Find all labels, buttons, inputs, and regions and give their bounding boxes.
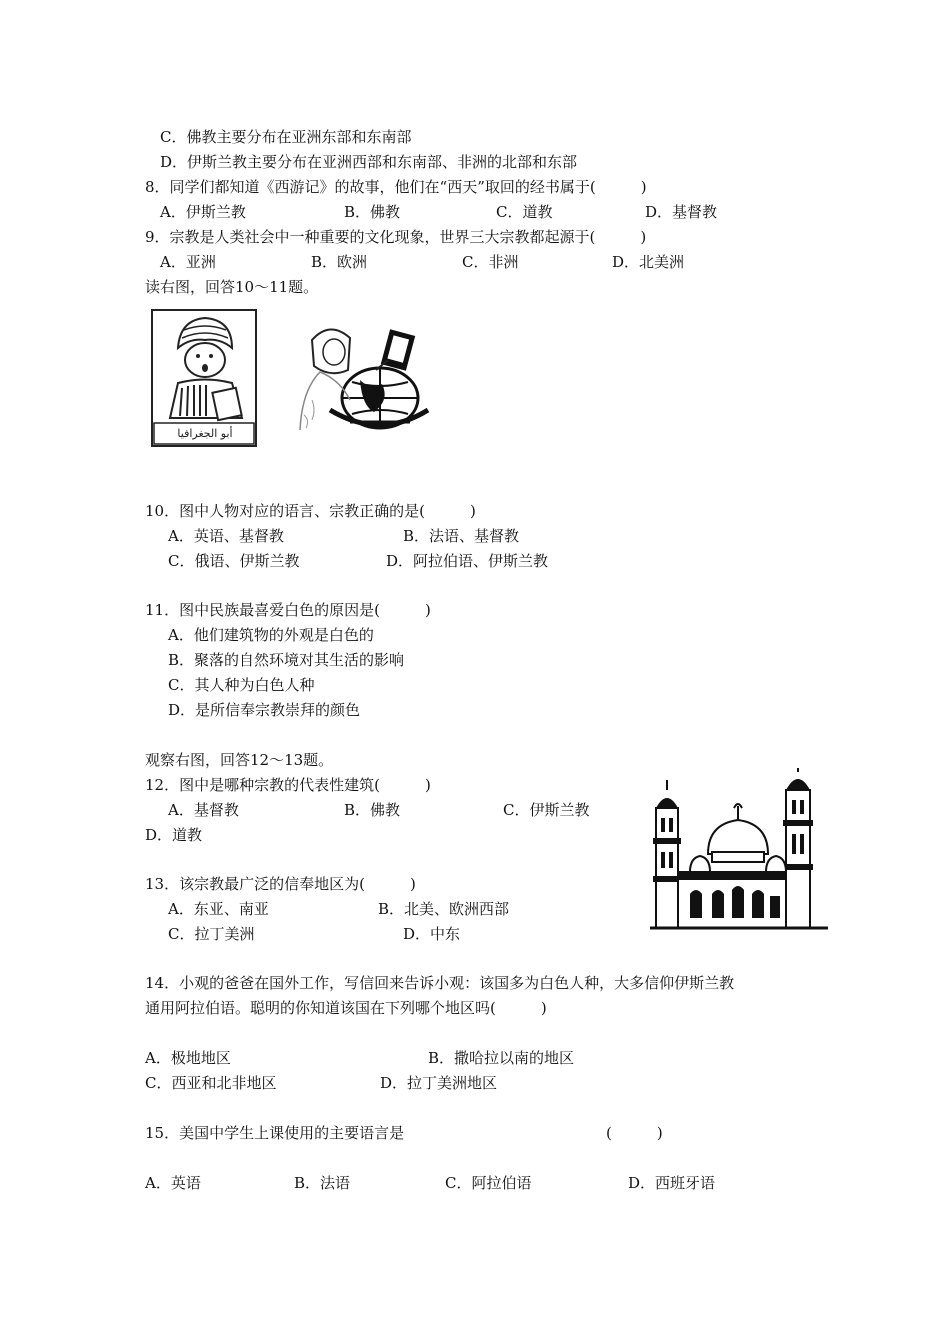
q13-option-a: A．东亚、南亚 — [168, 900, 269, 918]
mosque-illustration — [650, 768, 828, 934]
q10-option-d: D．阿拉伯语、伊斯兰教 — [386, 552, 549, 570]
q12-option-c: C．伊斯兰教 — [503, 801, 590, 819]
q15-option-b: B．法语 — [294, 1174, 351, 1192]
q9-option-c: C．非洲 — [462, 253, 519, 271]
q15-option-a: A．英语 — [145, 1174, 201, 1192]
q15-stem: 15．美国中学生上课使用的主要语言是 — [145, 1124, 405, 1142]
q15-answer-paren: ( ) — [606, 1124, 663, 1142]
q15-option-c: C．阿拉伯语 — [445, 1174, 532, 1192]
q14-option-d: D．拉丁美洲地区 — [380, 1074, 498, 1092]
q8-stem: 8．同学们都知道《西游记》的故事，他们在“西天”取回的经书属于( ) — [145, 178, 647, 196]
q8-option-a: A．伊斯兰教 — [160, 203, 246, 221]
read-instruction-1: 读右图，回答10～11题。 — [145, 278, 319, 296]
q12-stem: 12．图中是哪种宗教的代表性建筑( ) — [145, 776, 431, 794]
q13-option-c: C．拉丁美洲 — [168, 925, 255, 943]
q14-option-a: A．极地地区 — [145, 1049, 231, 1067]
read-instruction-2: 观察右图，回答12～13题。 — [145, 751, 334, 769]
q10-option-a: A．英语、基督教 — [168, 527, 284, 545]
q8-option-b: B．佛教 — [344, 203, 401, 221]
arabic-caption: أبو الجغرافيا — [177, 427, 233, 440]
scholar-globe-illustration — [290, 320, 430, 440]
q9-option-a: A．亚洲 — [160, 253, 216, 271]
q10-option-c: C．俄语、伊斯兰教 — [168, 552, 300, 570]
q7-option-c: C．佛教主要分布在亚洲东部和东南部 — [160, 128, 412, 146]
q12-option-a: A．基督教 — [168, 801, 239, 819]
q14-stem-line1: 14．小观的爸爸在国外工作，写信回来告诉小观：该国多为白色人种，大多信仰伊斯兰教 — [145, 974, 735, 992]
q7-option-d: D．伊斯兰教主要分布在亚洲西部和东南部、非洲的北部和东部 — [160, 153, 578, 171]
q10-stem: 10．图中人物对应的语言、宗教正确的是( ) — [145, 502, 476, 520]
q8-option-d: D．基督教 — [645, 203, 718, 221]
q13-stem: 13．该宗教最广泛的信奉地区为( ) — [145, 875, 416, 893]
q13-option-b: B．北美、欧洲西部 — [378, 900, 510, 918]
q10-option-b: B．法语、基督教 — [403, 527, 520, 545]
q11-option-d: D．是所信奉宗教崇拜的颜色 — [168, 701, 361, 719]
q12-option-b: B．佛教 — [344, 801, 401, 819]
q9-stem: 9．宗教是人类社会中一种重要的文化现象，世界三大宗教都起源于( ) — [145, 228, 647, 246]
q9-option-d: D．北美洲 — [612, 253, 685, 271]
q13-option-d: D．中东 — [403, 925, 461, 943]
q11-option-a: A．他们建筑物的外观是白色的 — [168, 626, 374, 644]
q14-stem-line2: 通用阿拉伯语。聪明的你知道该国在下列哪个地区吗( ) — [145, 999, 547, 1017]
q8-option-c: C．道教 — [496, 203, 553, 221]
q11-option-c: C．其人种为白色人种 — [168, 676, 315, 694]
q14-option-c: C．西亚和北非地区 — [145, 1074, 277, 1092]
q11-option-b: B．聚落的自然环境对其生活的影响 — [168, 651, 405, 669]
q15-option-d: D．西班牙语 — [628, 1174, 716, 1192]
q9-option-b: B．欧洲 — [311, 253, 368, 271]
q14-option-b: B．撒哈拉以南的地区 — [428, 1049, 575, 1067]
q11-stem: 11．图中民族最喜爱白色的原因是( ) — [145, 601, 431, 619]
q12-option-d: D．道教 — [145, 826, 203, 844]
